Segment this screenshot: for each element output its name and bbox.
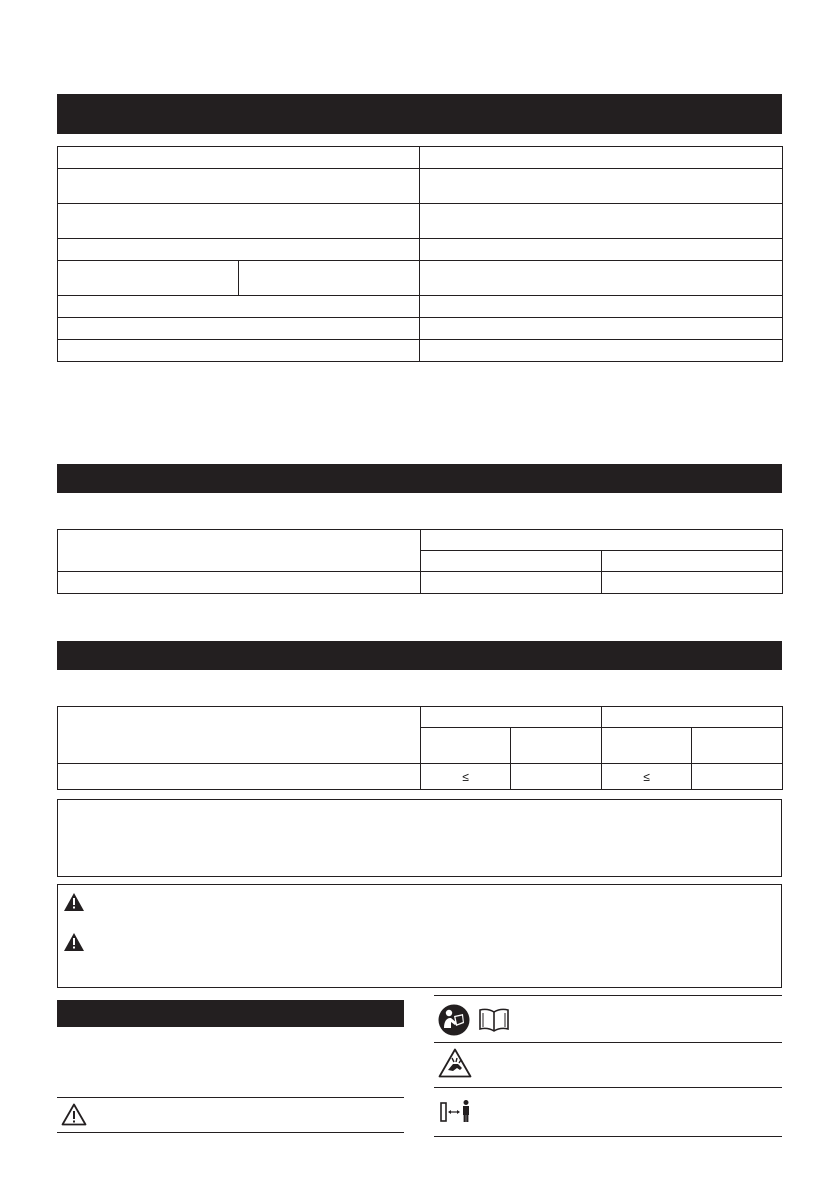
vibration-table — [57, 706, 783, 790]
table-row — [58, 296, 783, 318]
warning-triangle-icon — [64, 933, 84, 951]
section-header-specifications — [57, 94, 782, 134]
table-row — [58, 318, 783, 340]
table-row — [58, 764, 783, 790]
table-row — [58, 530, 783, 551]
section-header-noise — [57, 464, 782, 493]
warning-triangle-icon — [64, 893, 84, 911]
less-equal-symbol: ≤ — [602, 764, 692, 790]
caution-outline-icon — [61, 1103, 87, 1126]
table-row — [58, 239, 783, 261]
hand-hazard-icon — [438, 1048, 472, 1078]
divider — [434, 1042, 782, 1043]
table-row — [58, 572, 783, 594]
warning-box — [57, 884, 782, 988]
keep-distance-icon — [440, 1099, 472, 1123]
divider — [434, 1087, 782, 1088]
divider — [434, 995, 782, 996]
divider — [434, 1136, 782, 1137]
table-row — [58, 340, 783, 362]
section-title — [57, 641, 782, 653]
book-icon — [478, 1008, 510, 1032]
section-title — [57, 94, 782, 106]
table-row — [58, 204, 783, 239]
noise-table — [57, 529, 783, 594]
table-row — [58, 707, 783, 728]
note-box — [57, 799, 782, 877]
section-header-vibration — [57, 641, 782, 670]
specifications-table — [57, 146, 783, 362]
less-equal-symbol: ≤ — [421, 764, 511, 790]
table-row — [58, 169, 783, 204]
section-title — [57, 464, 782, 476]
section-header-safety — [57, 1000, 404, 1027]
table-row — [58, 147, 783, 169]
read-manual-icon — [438, 1004, 470, 1036]
divider — [57, 1132, 404, 1133]
section-title — [57, 1000, 404, 1012]
divider — [57, 1097, 404, 1098]
table-row — [58, 261, 783, 296]
